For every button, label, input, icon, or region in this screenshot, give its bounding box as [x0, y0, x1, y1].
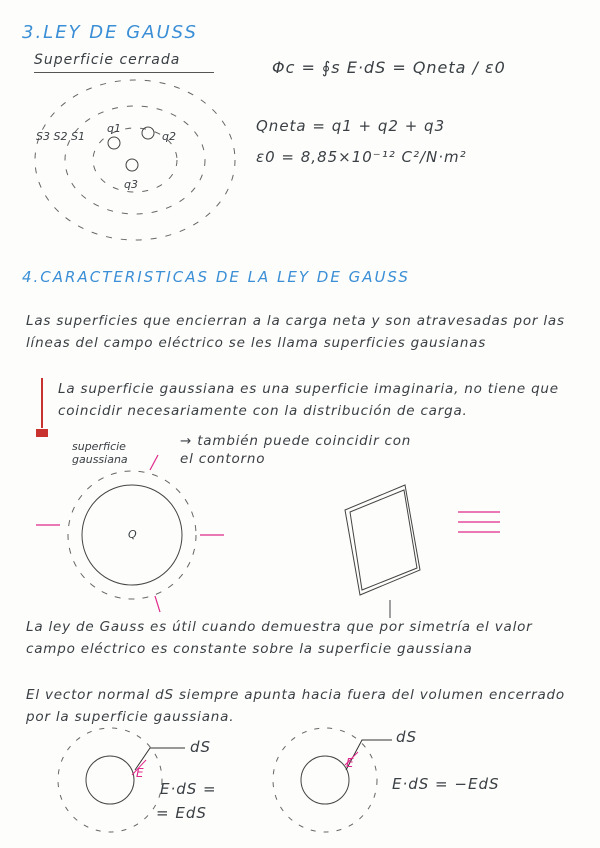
e-label-positive: E	[136, 766, 145, 780]
label-gaussian-surface: superficie gaussiana	[72, 440, 128, 466]
charge-q-label: Q	[128, 528, 137, 541]
ds-label-positive: dS	[190, 738, 212, 756]
section-4-title: 4.CARACTERISTICAS DE LA LEY DE GAUSS	[22, 268, 410, 286]
eq-negative: E·dS = −EdS	[392, 775, 500, 793]
e-label-negative: E	[346, 756, 355, 770]
subtitle-closed-surface: Superficie cerrada	[34, 52, 181, 68]
surface-labels: S3 S2 S1	[36, 130, 85, 143]
eq-positive-a: E·dS =	[160, 780, 217, 798]
eq-positive-b: = EdS	[156, 804, 207, 822]
label-also-coincide: → también puede coincidir con el contorno	[180, 433, 412, 467]
bullet-normal-vector: El vector normal dS siempre apunta hacia fuera del volumen encerrado por la superficie gaussiana.	[26, 687, 565, 725]
bullet-symmetry: La ley de Gauss es útil cuando demuestra que por simetría el valor campo eléctrico es constante sobre la superficie gaussiana	[26, 619, 533, 657]
section-3-title: 3.LEY DE GAUSS	[22, 22, 198, 43]
qneta-equation: Qneta = q1 + q2 + q3	[256, 117, 446, 135]
epsilon0-value: ε0 = 8,85×10⁻¹² C²/N·m²	[256, 148, 467, 166]
note-imaginary-surface: La superficie gaussiana es una superficie imaginaria, no tiene que coincidir necesariamente con la distribución de carga.	[58, 381, 559, 419]
bullet-gaussian-surfaces: Las superficies que encierran a la carga neta y son atravesadas por las líneas del campo eléctrico se les llama superficies gausianas	[26, 313, 565, 351]
gauss-law-formula: Φc = ∮s E·dS = Qneta / ε0	[272, 58, 506, 77]
charge-q1-label: q1	[107, 122, 121, 135]
charge-q3-label: q3	[124, 178, 138, 191]
ds-label-negative: dS	[396, 728, 418, 746]
charge-q2-label: q2	[162, 130, 176, 143]
